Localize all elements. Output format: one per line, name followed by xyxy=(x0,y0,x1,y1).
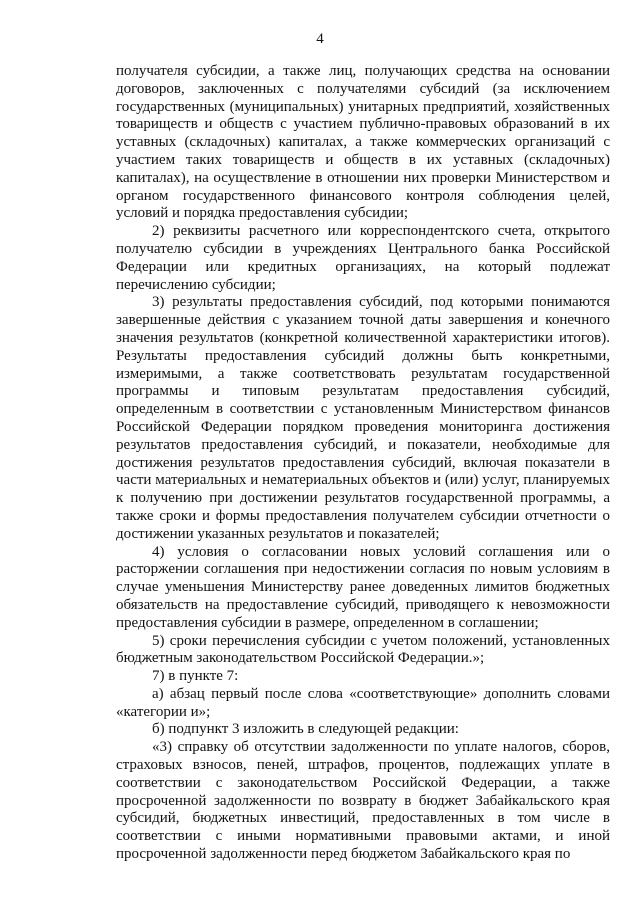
paragraph-item-5: 5) сроки перечисления субсидии с учетом положений, установленных бюджетным законодательством Российской Федерации.»; xyxy=(116,632,610,667)
paragraph-subpoint-b: б) подпункт 3 изложить в следующей редакции: xyxy=(152,721,459,738)
paragraph-continuation: получателя субсидии, а также лиц, получающих средства на основании договоров, заключенных с получателями субсидий (за исключением государственных (муниципальных) унитарных предприятий, хозяйственных товариществ и обществ с участием публично-правовых образований в их уставных (складочных) капиталах, а также коммерческих организаций с участием таких товариществ и обществ в их уставных (складочных) капиталах), на осуществление в отношении них проверки Министерством и органом государственного финансового контроля соблюдения целей, условий и порядка предоставления субсидии; xyxy=(116,63,610,222)
paragraph-item-4: 4) условия о согласовании новых условий соглашения или о расторжении соглашения при недостижении согласия по новым условиям в случае уменьшения Министерству ранее доведенных лимитов бюджетных обязательств на предоставление субсидий, приводящего к невозможности предоставления субсидии в размере, определенном в соглашении; xyxy=(116,543,610,631)
paragraph-point-7: 7) в пункте 7: xyxy=(152,668,239,685)
paragraph-quoted-item-3: «3) справку об отсутствии задолженности по уплате налогов, сборов, страховых взносов, пеней, штрафов, процентов, подлежащих уплате в соответствии с законодательством Российской Федерации, а также просроченной задолженности по возврату в бюджет Забайкальского края субсидий, бюджетных инвестиций, предоставленных в том числе в соответствии с иными нормативными правовыми актами, и иной просроченной задолженности перед бюджетом Забайкальского края по xyxy=(116,739,610,863)
paragraph-item-3: 3) результаты предоставления субсидий, под которыми понимаются завершенные действия с указанием точной даты завершения и конечного значения результатов (конкретной количественной характеристики итогов). Результаты предоставления субсидий должны быть конкретными, измеримыми, а также соответствовать результатам государственной программы и типовым результатам предоставления субсидий, определенным в соответствии с установленным Министерством финансов Российской Федерации порядком проведения мониторинга достижения результатов предоставления субсидий, и показатели, необходимые для достижения результатов предоставления субсидий, включая показатели в части материальных и нематериальных объектов и (или) услуг, планируемых к получению при достижении результатов государственной программы, а также сроки и формы предоставления получателем субсидии отчетности о достижении указанных результатов и показателей; xyxy=(116,294,610,542)
document-body xyxy=(116,63,610,864)
page-number: 4 xyxy=(316,31,324,47)
paragraph-item-2: 2) реквизиты расчетного или корреспондентского счета, открытого получателю субсидии в учреждениях Центрального банка Российской Федерации или кредитных организациях, на который подлежат перечислению субсидии; xyxy=(116,223,610,293)
paragraph-subpoint-a: а) абзац первый после слова «соответствующие» дополнить словами «категории и»; xyxy=(116,685,610,720)
